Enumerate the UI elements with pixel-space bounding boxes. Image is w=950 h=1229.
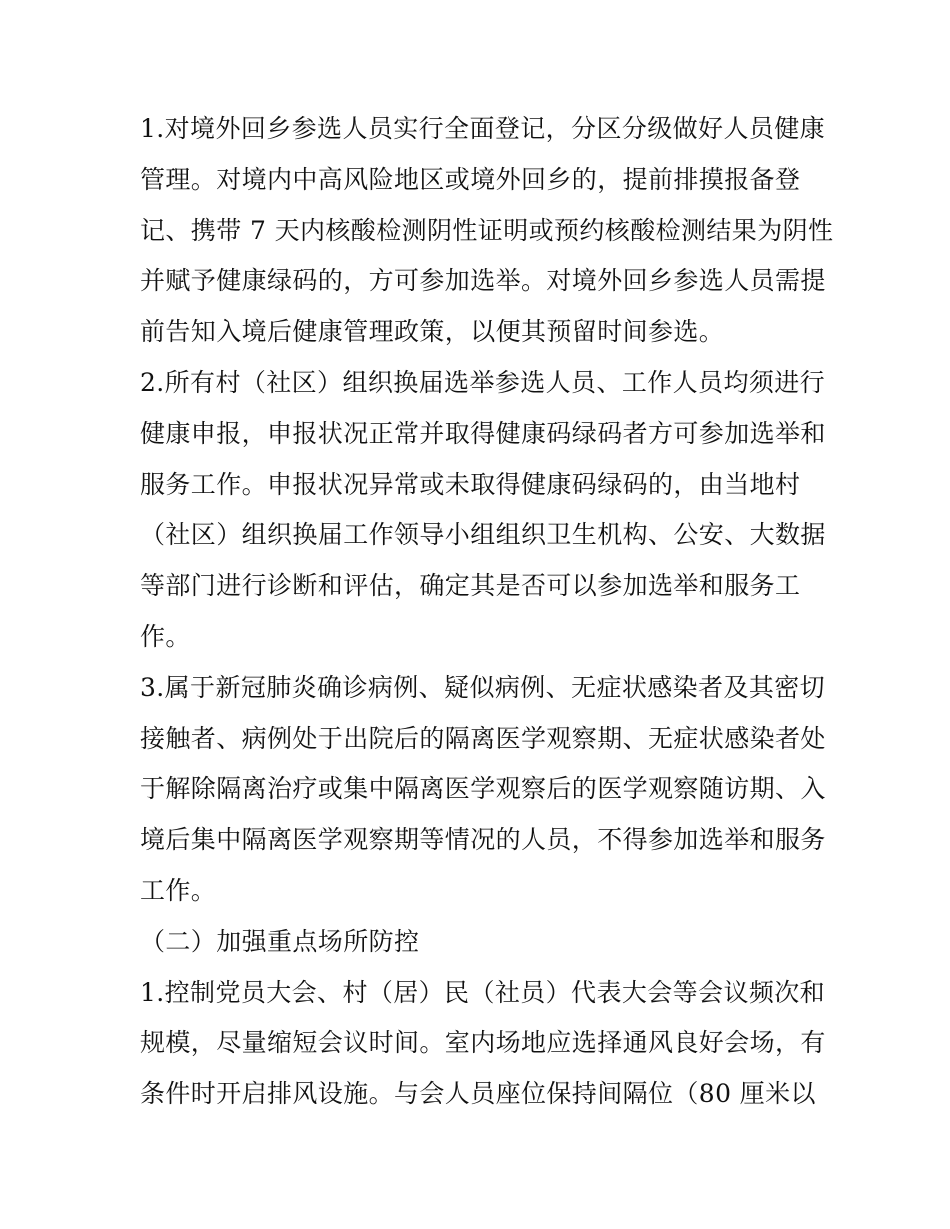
text-line: 于解除隔离治疗或集中隔离医学观察后的医学观察随访期、入	[140, 774, 826, 804]
text-line: 规模，尽量缩短会议时间。室内场地应选择通风良好会场，有	[140, 1028, 826, 1058]
text-line: 并赋予健康绿码的，方可参加选举。对境外回乡参选人员需提	[140, 266, 826, 296]
section-heading: （二）加强重点场所防控	[140, 926, 420, 956]
text-line: 1.控制党员大会、村（居）民（社员）代表大会等会议频次和	[140, 977, 826, 1007]
text-line: 等部门进行诊断和评估，确定其是否可以参加选举和服务工	[140, 571, 801, 601]
text-line: （社区）组织换届工作领导小组组织卫生机构、公安、大数据	[140, 520, 826, 550]
text-line: 境后集中隔离医学观察期等情况的人员，不得参加选举和服务	[140, 825, 826, 855]
text-line: 1.对境外回乡参选人员实行全面登记，分区分级做好人员健康	[140, 114, 826, 143]
text-line: 记、携带 7 天内核酸检测阴性证明或预约核酸检测结果为阴性	[140, 215, 834, 245]
text-line: 接触者、病例处于出院后的隔离医学观察期、无症状感染者处	[140, 723, 826, 753]
document-body	[140, 104, 834, 1120]
text-line: 作。	[140, 621, 191, 651]
text-line: 3.属于新冠肺炎确诊病例、疑似病例、无症状感染者及其密切	[140, 672, 826, 702]
text-line: 服务工作。申报状况异常或未取得健康码绿码的，由当地村	[140, 469, 801, 499]
text-line: 健康申报，申报状况正常并取得健康码绿码者方可参加选举和	[140, 418, 826, 448]
text-line: 2.所有村（社区）组织换届选举参选人员、工作人员均须进行	[140, 367, 826, 397]
text-line: 工作。	[140, 875, 217, 905]
text-line: 管理。对境内中高风险地区或境外回乡的，提前排摸报备登	[140, 164, 801, 194]
text-line: 前告知入境后健康管理政策，以便其预留时间参选。	[140, 317, 725, 347]
text-line: 条件时开启排风设施。与会人员座位保持间隔位（80 厘米以	[140, 1079, 816, 1109]
